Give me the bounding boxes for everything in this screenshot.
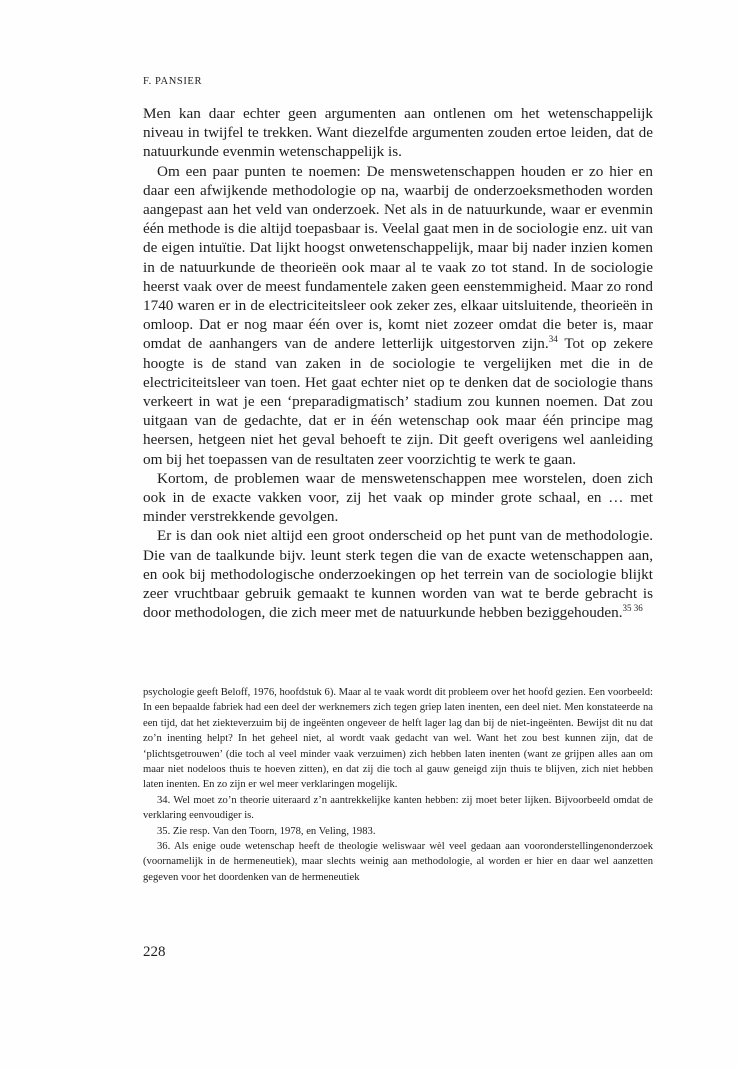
paragraph	[143, 526, 653, 622]
main-text	[143, 104, 653, 622]
paragraph-text: Om een paar punten te noemen: De menswetenschappen houden er zo hier en daar een afwijkende methodologie op na, waarbij de onderzoeksmethoden worden aangepast aan het veld van onderzoek. Net als in de natuurkunde, waar er evenmin één methode is die altijd toepasbaar is. Veelal gaat men in de sociologie enz. uit van de eigen intuïtie. Dat lijkt hoogst onwetenschappelijk, maar bij nader inzien komen in de natuurkunde de theorieën ook maar al te vaak zo tot stand. In de sociologie heerst vaak over de meest fundamentele zaken geen eenstemmigheid. Maar zo rond 1740 waren er in de electriciteitsleer ook zeker zes, elkaar uitsluitende, theorieën in omloop. Dat er nog maar één over is, komt niet zozeer omdat die beter is, maar omdat de aanhangers van de andere letterlijk uitgestorven zijn.	[143, 162, 653, 353]
running-head: F. PANSIER	[143, 76, 203, 87]
page-number: 228	[143, 944, 166, 960]
footnote-ref-34: 34	[548, 334, 558, 345]
footnote-36: 36. Als enige oude wetenschap heeft de theologie weliswaar wèl veel gedaan aan vooronderstellingenonderzoek (voornamelijk in de hermeneutiek), maar slechts weinig aan methodologie, al worden er hier en daar wel aanzetten gegeven voor het doordenken van de hermeneutiek	[143, 841, 653, 883]
footnote-ref-35-36: 35 36	[622, 603, 643, 614]
footnote-continuation: psychologie geeft Beloff, 1976, hoofdstuk 6). Maar al te vaak wordt dit probleem over het hoofd gezien. Een voorbeeld: In een bepaalde fabriek had een deel der werknemers zich tegen griep laten inenten, een deel niet. Men konstateerde na een tijd, dat het ziekteverzuim bij de ingeënten ongeveer de helft lager lag dan bij de niet-ingeënten. Bewijst dit nu dat zo’n inenting helpt? In het geheel niet, al wordt vaak gedacht van wel. Want het zou best kunnen zijn, dat de ‘plichtsgetrouwen’ (die toch al veel minder vaak verzuimen) zich hebben laten inenten (want ze grijpen alles aan om maar niet nodeloos thuis te hoeven zitten), en dat zij die toch al gauw geneigd zijn thuis te blijven, zich niet hebben laten inenten. En zo zijn er wel meer verklaringen mogelijk.	[143, 687, 653, 791]
footnote-34: 34. Wel moet zo’n theorie uiteraard z’n aantrekkelijke kanten hebben: zij moet beter lijken. Bijvoorbeeld omdat de verklaring eenvoudiger is.	[143, 794, 653, 822]
paragraph	[143, 162, 653, 469]
paragraph-text: Er is dan ook niet altijd een groot onderscheid op het punt van de methodologie. Die van de taalkunde bijv. leunt sterk tegen die van de exacte wetenschappen aan, en ook bij methodologische onderzoekingen op het terrein van de sociologie blijkt zeer vruchtbaar gebruik gemaakt te kunnen worden van wat te berde gebracht is door methodologen, die zich meer met de natuurkunde hebben beziggehouden.	[143, 527, 653, 622]
paragraph: Men kan daar echter geen argumenten aan ontlenen om het wetenschappelijk niveau in twijfel te trekken. Want diezelfde argumenten zouden ertoe leiden, dat de natuurkunde evenmin wetenschappelijk is.	[143, 105, 653, 161]
paragraph: Kortom, de problemen waar de menswetenschappen mee worstelen, doen zich ook in de exacte vakken voor, zij het vaak op minder grote schaal, en … met minder verstrekkende gevolgen.	[143, 469, 653, 526]
footnote-35: 35. Zie resp. Van den Toorn, 1978, en Veling, 1983.	[157, 825, 376, 837]
footnotes	[143, 685, 653, 885]
paragraph-text-continued: Tot op zekere hoogte is de stand van zaken in de sociologie te vergelijken met die in de electriciteitsleer van toen. Het gaat echter niet op te denken dat de sociologie thans verkeert in wat je een ‘preparadigmatisch’ stadium zou kunnen noemen. Dat zou uitgaan van de gedachte, dat er in één wetenschap ook maar één principe mag heersen, hetgeen niet het geval behoeft te zijn. Dit geeft overigens wel aanleiding om bij het toepassen van de resultaten zeer voorzichtig te werk te gaan.	[143, 335, 653, 468]
